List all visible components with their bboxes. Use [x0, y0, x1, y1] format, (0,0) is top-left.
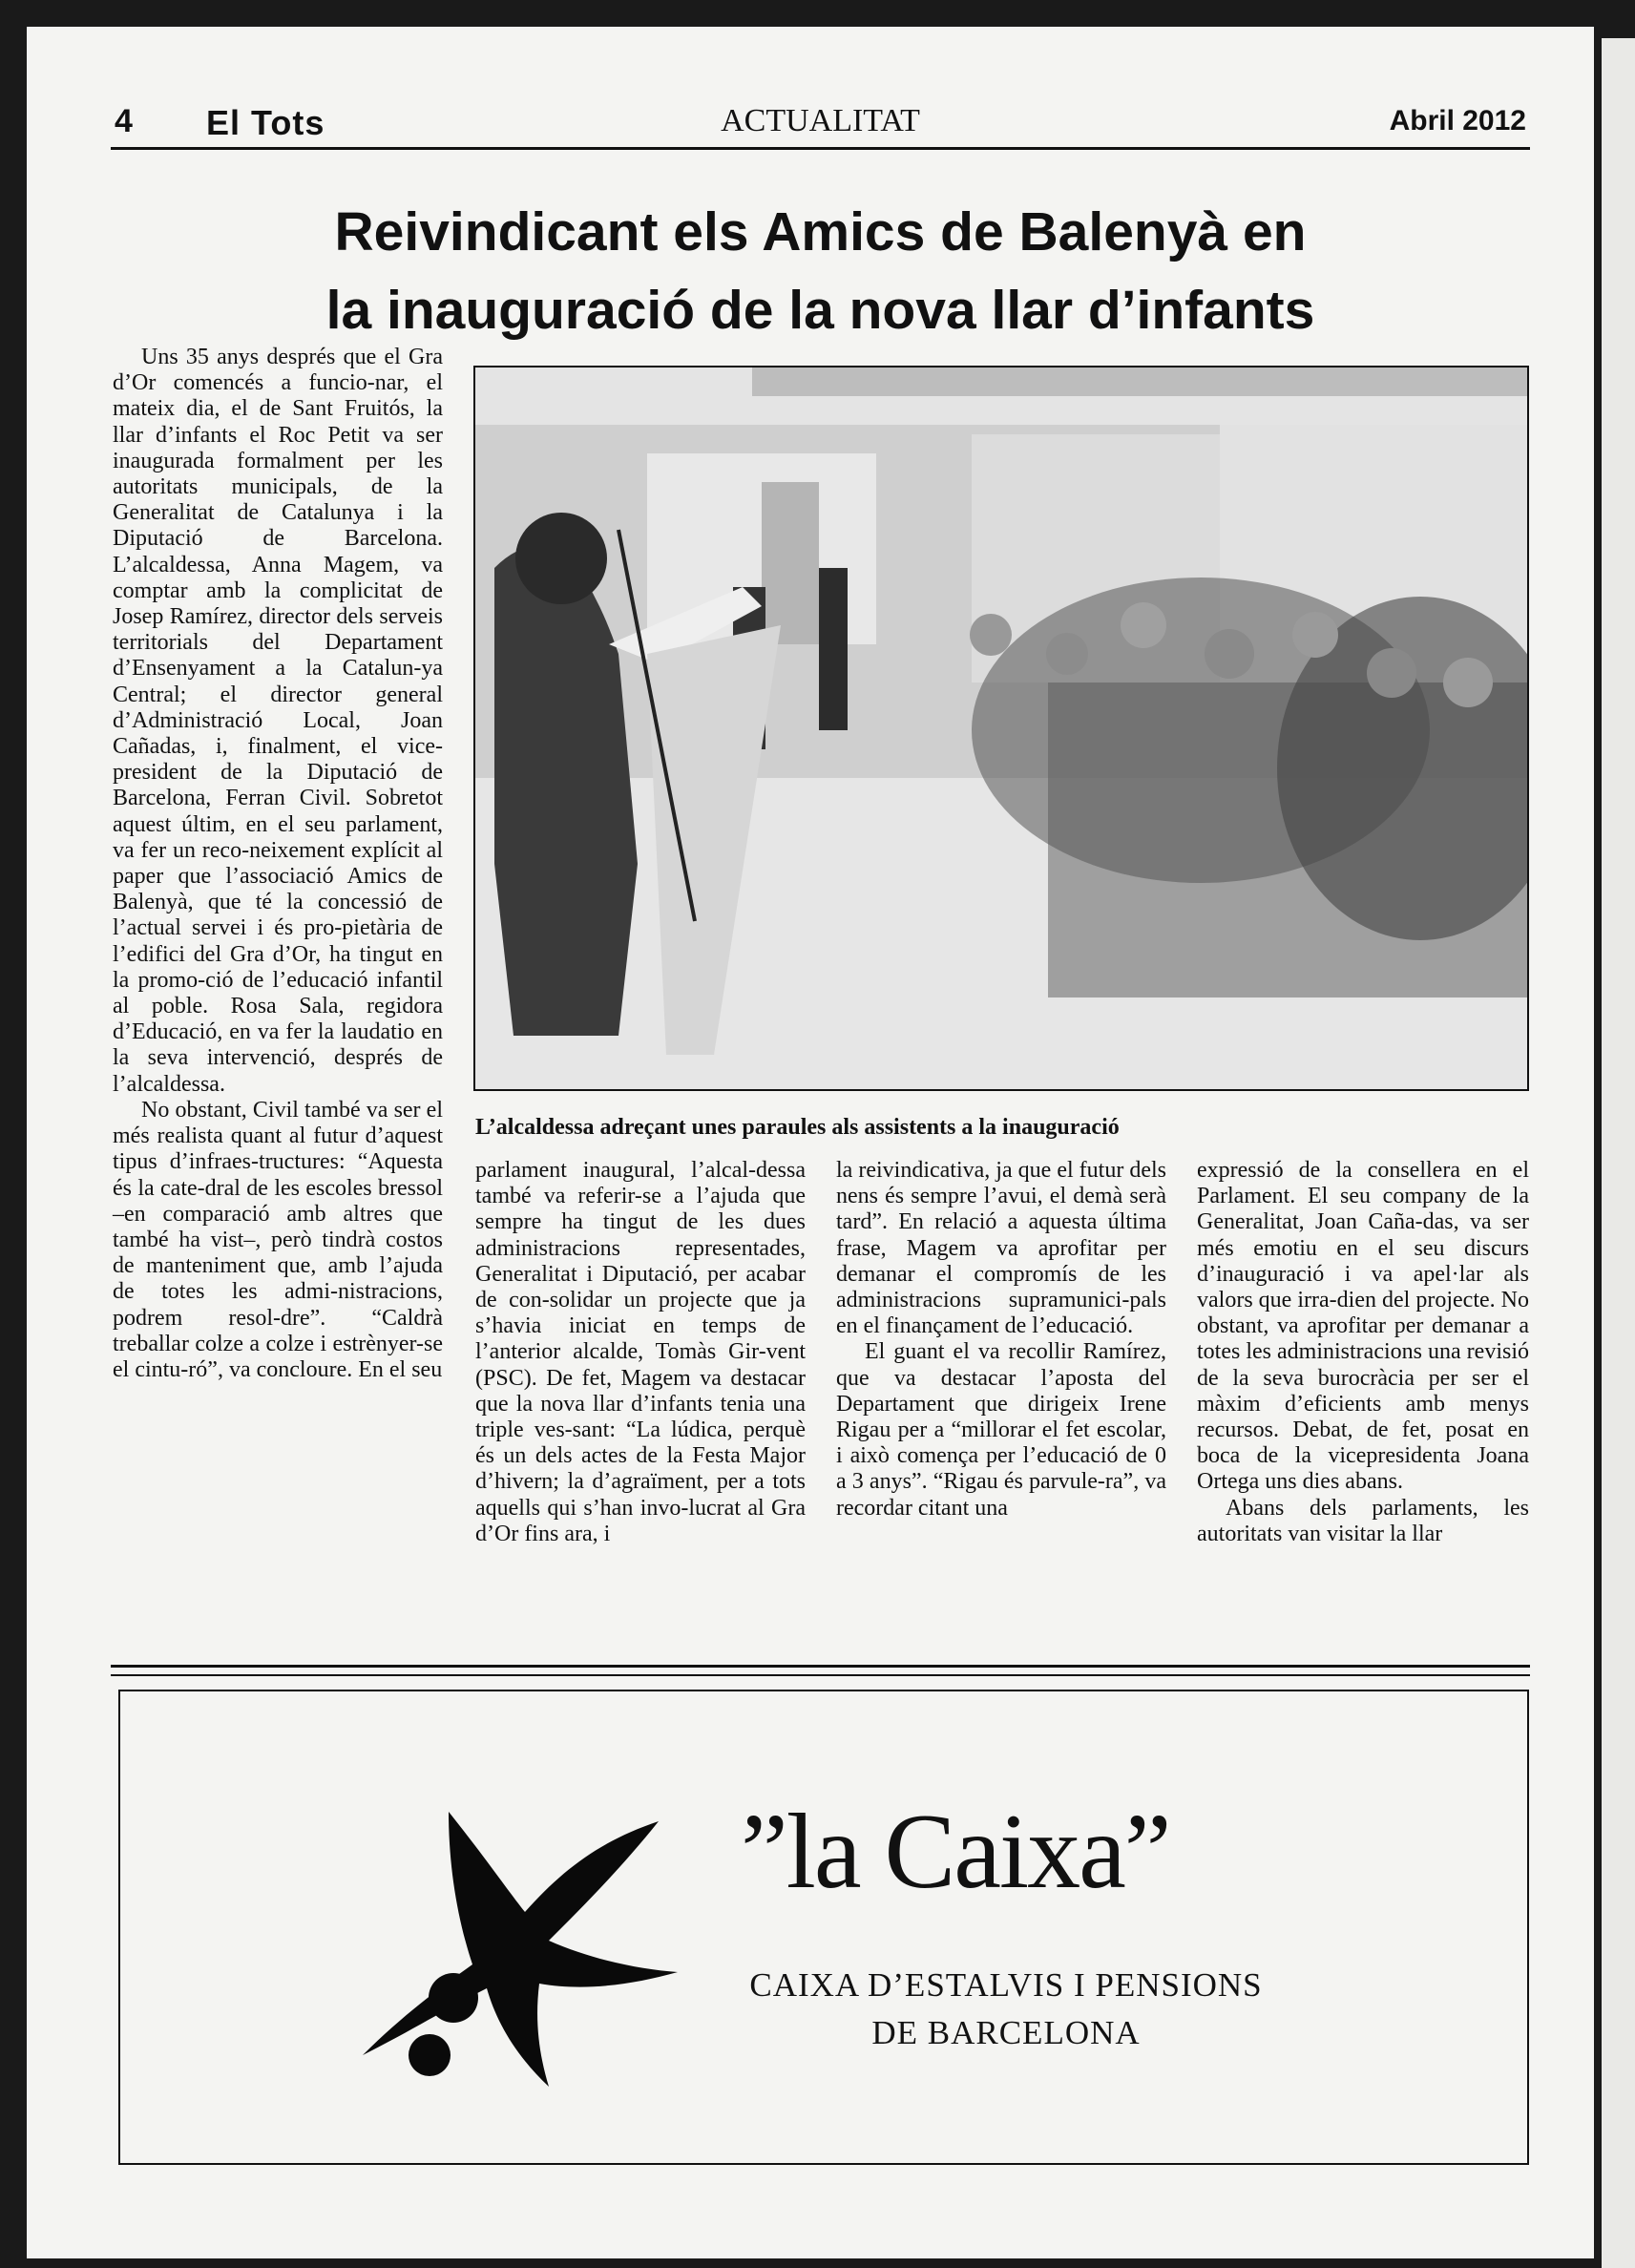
headline-line-1: Reivindicant els Amics de Balenyà en	[334, 201, 1307, 262]
page-header	[111, 99, 1530, 145]
photo-caption: L’alcaldessa adreçant unes paraules als assistents a la inauguració	[475, 1115, 1120, 1140]
ad-bank-line-2: DE BARCELONA	[871, 2014, 1141, 2051]
paragraph: Uns 35 anys després que el Gra d’Or comencés a funcio-nar, el mateix dia, el de Sant Fruitós, la llar d’infants el Roc Petit va ser inaugurada formalment per les autoritats municipals, de la Generalitat de Catalunya i la Diputació de Barcelona. L’alcaldessa, Anna Magem, va comptar amb la complicitat de Josep Ramírez, director dels serveis territorials del Departament d’Ensenyament a la Catalun-ya Central; el director general d’Administració Local, Joan Cañadas, i, finalment, el vice-president de la Diputació de Barcelona, Ferran Civil. Sobretot aquest últim, en el seu parlament, va fer un reco-neixement explícit al paper que l’associació Amics de Balenyà, que té la concessió de l’actual servei i és pro-pietària de l’edifici del Gra d’Or, ha tingut en la promo-ció de l’educació infantil al poble. Rosa Sala, regidora d’Educació, en va fer la laudatio en la seva intervenció, després de l’alcaldessa.	[113, 345, 443, 1097]
publication-name: El Tots	[206, 103, 325, 142]
paragraph: El guant el va recollir Ramírez, que va destacar l’aposta del Departament que dirigeix Irene Rigau per a “millorar el fet escolar, i això comença per l’educació de 0 a 3 anys”. “Rigau és parvule-ra”, va recordar citant una	[836, 1339, 1166, 1521]
ad-brand-name: ”la Caixa”	[741, 1793, 1170, 1911]
section-title: ACTUALITAT	[721, 103, 920, 138]
paragraph: parlament inaugural, l’alcal-dessa també va referir-se a l’ajuda que sempre ha tingut de les dues administracions representades, Generalitat i Diputació, per acabar de con-solidar un projecte que ja s’havia iniciat en temps de l’anterior alcalde, Tomàs Gir-vent (PSC). De fet, Magem va destacar que la nova llar d’infants tenia una triple ves-sant: “La lúdica, perquè és un dels actes de la Festa Major d’hivern; la d’agraïment, per a tots aquells qui s’han invo-lucrat al Gra d’Or fins ara, i	[475, 1158, 806, 1546]
article-column-3	[836, 1158, 1166, 1522]
page-number: 4	[115, 103, 133, 139]
ad-rule-second	[111, 1674, 1530, 1676]
next-page-edge	[1602, 38, 1635, 2268]
article-photo	[473, 366, 1529, 1091]
ad-rule-top	[111, 1665, 1530, 1668]
photo-illustration	[475, 368, 1529, 1091]
issue-date: Abril 2012	[1389, 105, 1526, 136]
article-column-1	[113, 345, 443, 1383]
article-headline	[111, 193, 1530, 349]
article-column-4	[1197, 1158, 1529, 1547]
header-rule	[111, 147, 1530, 150]
article-column-2	[475, 1158, 806, 1547]
paragraph: No obstant, Civil també va ser el més realista quant al futur d’aquest tipus d’infraes-tructures: “Aquesta és la cate-dral de les escoles bressol –en comparació amb altres que també ha vist–, però tindrà costos de manteniment que, amb l’ajuda de totes les admi-nistracions, podrem resol-dre”. “Caldrà treballar colze a colze i estrènyer-se el cintu-ró”, va concloure. En el seu	[113, 1097, 443, 1382]
paragraph: la reivindicativa, ja que el futur dels nens és sempre l’avui, el demà serà tard”. En relació a aquesta última frase, Magem va aprofitar per demanar el compromís de les administracions supramunici-pals en el finançament de l’educació.	[836, 1158, 1166, 1339]
headline-line-2: la inauguració de la nova llar d’infants	[325, 280, 1315, 341]
paragraph: expressió de la consellera en el Parlament. El seu company de la Generalitat, Joan Caña-das, va ser més emotiu en el seu discurs d’inauguració i va apel·lar als valors que irra-dien del projecte. No obstant, va aprofitar per demanar a totes les administracions una revisió de la seva burocràcia per ser el màxim d’eficients amb menys recursos. Debat, de fet, posat en boca de la vicepresidenta Joana Ortega uns dies abans.	[1197, 1158, 1529, 1495]
caixa-star-icon	[344, 1802, 687, 2089]
advertisement	[118, 1690, 1529, 2165]
ad-bank-line-1: CAIXA D’ESTALVIS I PENSIONS	[749, 1966, 1263, 2004]
paragraph: Abans dels parlaments, les autoritats van visitar la llar	[1197, 1495, 1529, 1546]
